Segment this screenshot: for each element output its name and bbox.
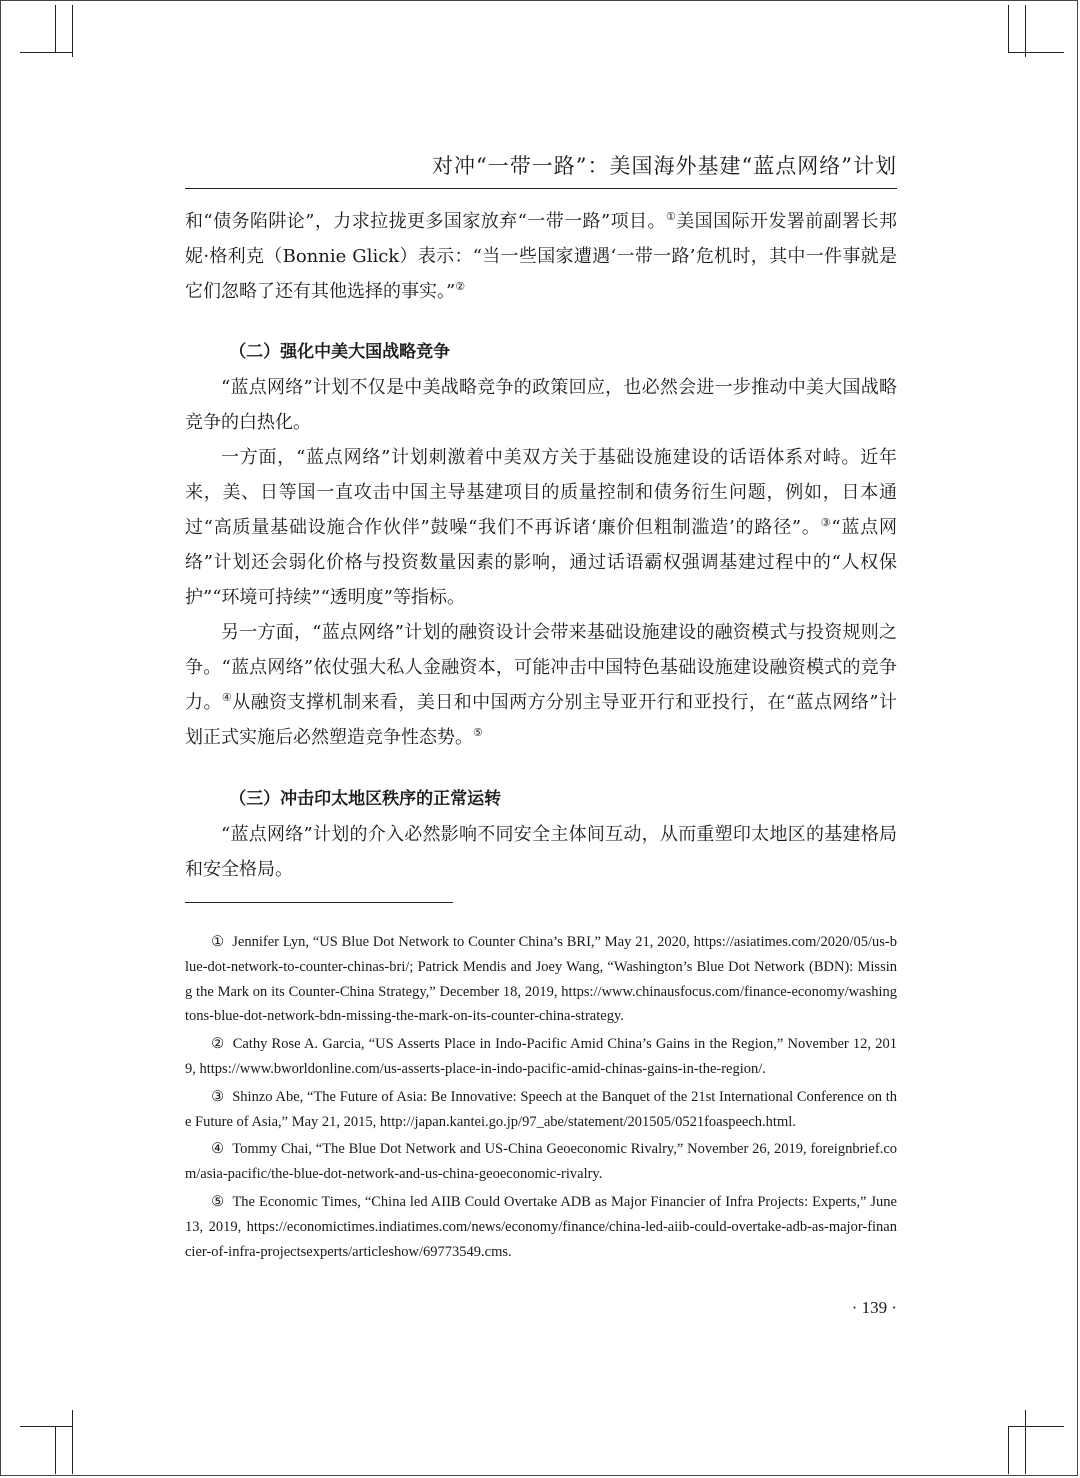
- section-heading-2: （二）强化中美大国战略竞争: [229, 342, 451, 362]
- footnote-ref-4[interactable]: ④: [221, 691, 233, 704]
- running-header: 对冲“一带一路”：美国海外基建“蓝点网络”计划: [432, 154, 897, 178]
- footnotes: [185, 930, 897, 1267]
- footnote-ref-3[interactable]: ③: [820, 516, 832, 529]
- body-block-2: [185, 335, 897, 755]
- paragraph-1: 和“债务陷阱论”，力求拉拢更多国家放弃“一带一路”项目。①美国国际开发署前副署长邦妮·格利克（Bonnie Glick）表示：“当一些国家遭遇‘一带一路’危机时，其中一件事就是它们忽略了还有其他选择的事实。”②: [185, 210, 897, 302]
- body-block-3: [185, 782, 897, 887]
- footnote-3: ③ Shinzo Abe, “The Future of Asia: Be Innovative: Speech at the Banquet of the 21st International Conference on the Future of Asia,” May 21, 2015, http://japan.kantei.go.jp/97_abe/statement/201505/0521foaspeech.html.: [185, 1088, 897, 1130]
- footnote-separator: [185, 902, 453, 903]
- section-heading-3: （三）冲击印太地区秩序的正常运转: [229, 789, 502, 809]
- body-block-1: [185, 204, 897, 309]
- paragraph-5: “蓝点网络”计划的介入必然影响不同安全主体间互动，从而重塑印太地区的基建格局和安全格局。: [185, 824, 897, 880]
- footnote-1: ① Jennifer Lyn, “US Blue Dot Network to Counter China’s BRI,” May 21, 2020, https://asiatimes.com/2020/05/us-blue-dot-network-to-counter-chinas-bri/; Patrick Mendis and Joey Wang, “Washington’s Blue Dot Network (BDN): Missing the Mark on its Counter-China Strategy,” December 18, 2019, https://www.chinausfocus.com/finance-economy/washingtons-blue-dot-network-bdn-missing-the-mark-on-its-counter-china-strategy.: [185, 934, 897, 1025]
- paragraph-3: 一方面，“蓝点网络”计划刺激着中美双方关于基础设施建设的话语体系对峙。近年来，美、日等国一直攻击中国主导基建项目的质量控制和债务衍生问题，例如，日本通过“高质量基础设施合作伙伴”鼓噪“我们不再诉诸‘廉价但粗制滥造’的路径”。③“蓝点网络”计划还会弱化价格与投资数量因素的影响，通过话语霸权强调基建过程中的“人权保护”“环境可持续”“透明度”等指标。: [185, 447, 897, 608]
- footnote-2: ② Cathy Rose A. Garcia, “US Asserts Place in Indo-Pacific Amid China’s Gains in the Region,” November 12, 2019, https://www.bworldonline.com/us-asserts-place-in-indo-pacific-amid-chinas-gains-in-the-region/.: [185, 1036, 898, 1077]
- paragraph-2: “蓝点网络”计划不仅是中美战略竞争的政策回应，也必然会进一步推动中美大国战略竞争的白热化。: [185, 377, 897, 433]
- paragraph-4: 另一方面，“蓝点网络”计划的融资设计会带来基础设施建设的融资模式与投资规则之争。“蓝点网络”依仗强大私人金融资本，可能冲击中国特色基础设施建设融资模式的竞争力。④从融资支撑机制来看，美日和中国两方分别主导亚开行和亚投行，在“蓝点网络”计划正式实施后必然塑造竞争性态势。⑤: [185, 622, 898, 748]
- footnote-ref-5[interactable]: ⑤: [473, 726, 483, 739]
- footnote-5: ⑤ The Economic Times, “China led AIIB Could Overtake ADB as Major Financier of Infra Projects: Experts,” June 13, 2019, https://economictimes.indiatimes.com/news/economy/finance/china-led-aiib-could-overtake-adb-as-major-financier-of-infra-projectsexperts/articleshow/69773549.cms.: [185, 1193, 897, 1260]
- header-rule: [185, 188, 897, 189]
- footnote-4: ④ Tommy Chai, “The Blue Dot Network and US-China Geoeconomic Rivalry,” November 26, 2019, foreignbrief.com/asia-pacific/the-blue-dot-network-and-us-china-geoeconomic-rivalry.: [185, 1141, 898, 1183]
- page-number: · 139 ·: [851, 1298, 897, 1317]
- footnote-ref-1[interactable]: ①: [665, 210, 677, 223]
- footnote-ref-2[interactable]: ②: [455, 280, 466, 293]
